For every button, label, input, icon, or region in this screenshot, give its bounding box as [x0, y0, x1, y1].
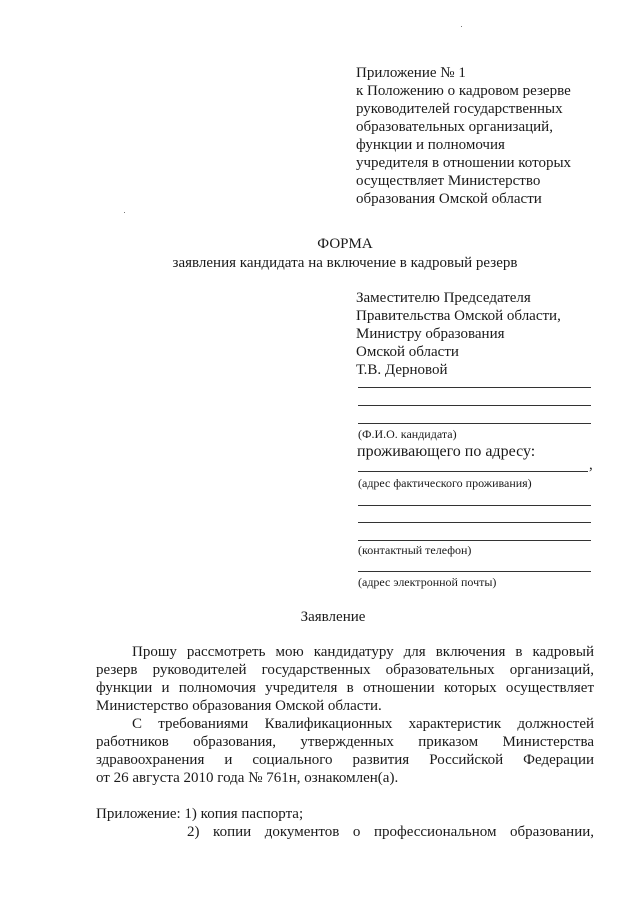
- phone-line: [358, 540, 591, 541]
- appendix-line: образовательных организаций,: [356, 119, 553, 135]
- address-line: [358, 505, 591, 506]
- email-caption: (адрес электронной почты): [358, 575, 497, 589]
- form-subtitle: заявления кандидата на включение в кадровый резерв: [172, 255, 518, 271]
- addressee-line: Правительства Омской области,: [356, 308, 561, 324]
- attachment-item: Приложение: 1) копия паспорта;: [96, 806, 304, 822]
- body-line: Прошу рассмотреть мою кандидатуру для включения в кадровый: [132, 644, 594, 660]
- address-caption: (адрес фактического проживания): [358, 476, 532, 490]
- fio-caption: (Ф.И.О. кандидата): [358, 427, 457, 441]
- fio-line: [358, 405, 591, 406]
- addressee-line: Министру образования: [356, 326, 505, 342]
- appendix-line: функции и полномочия: [356, 137, 505, 153]
- appendix-line: осуществляет Министерство: [356, 173, 541, 189]
- body-line: функции и полномочия учредителя в отношении которых осуществляет: [96, 680, 594, 696]
- appendix-line: Приложение № 1: [356, 65, 466, 81]
- appendix-line: учредителя в отношении которых: [356, 155, 572, 171]
- appendix-block: [356, 64, 571, 208]
- addressee-block: [356, 289, 561, 379]
- address-line: [358, 522, 591, 523]
- attachment-item: 2) копии документов о профессиональном образовании,: [187, 824, 594, 840]
- body-line: Министерство образования Омской области.: [96, 698, 382, 714]
- body-line: работников образования, утвержденных приказом Министерства: [96, 734, 594, 750]
- addressee-line: Омской области: [356, 344, 459, 360]
- appendix-line: руководителей государственных: [356, 101, 563, 117]
- phone-caption: (контактный телефон): [358, 543, 472, 557]
- form-title: ФОРМА: [317, 236, 373, 252]
- body-line: резерв руководителей государственных образовательных организаций,: [96, 662, 594, 678]
- residing-label: проживающего по адресу:: [357, 443, 536, 460]
- body-line: С требованиями Квалификационных характеристик должностей: [132, 716, 594, 732]
- addressee-line: Заместителю Председателя: [356, 290, 531, 306]
- fio-line: [358, 387, 591, 388]
- address-comma: ,: [589, 457, 593, 473]
- body-line: от 26 августа 2010 года № 761н, ознакомлен(а).: [96, 770, 399, 786]
- statement-title: Заявление: [300, 609, 366, 625]
- body-line: здравоохранения и социального развития Российской Федерации: [96, 752, 594, 768]
- appendix-line: к Положению о кадровом резерве: [356, 83, 571, 99]
- scan-speck: [124, 212, 125, 213]
- scan-speck: [461, 26, 462, 27]
- address-line: [358, 471, 588, 472]
- appendix-line: образования Омской области: [356, 191, 542, 207]
- email-line: [358, 571, 591, 572]
- fio-line: [358, 423, 591, 424]
- addressee-line: Т.В. Дерновой: [356, 362, 448, 378]
